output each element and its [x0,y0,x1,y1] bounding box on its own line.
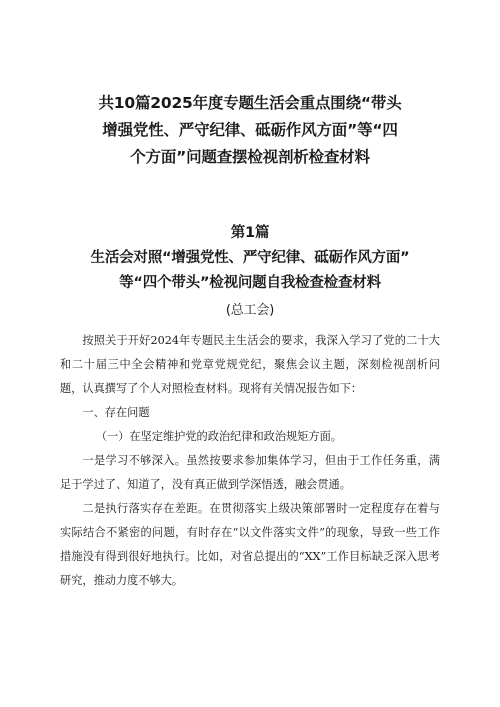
intro-paragraph: 按照关于开好2024年专题民主生活会的要求，我深入学习了党的二十大和二十届三中全会精神和党章党规党纪，聚焦会议主题，深刻检视剖析问题，认真撰写了个人对照检查材料。现将有关情况报告如下： [60,334,440,395]
document-title-line-3: 个方面”问题查摆检视剖析检查材料 [130,148,370,166]
section-number: 第1篇 [230,225,270,241]
document-title-line-2: 增强党性、严守纪律、砥砺作风方面”等“四 [102,121,398,139]
document-body [60,329,440,593]
point-two-paragraph: 二是执行落实存在差距。在贯彻落实上级决策部署时一定程度存在着与实际结合不紧密的问题，有时存在“以文件落实文件”的现象，导致一些工作措施没有得到很好地执行。比如，对省总提出的“XX”工作目标缺乏深入思考研究，推动力度不够大。 [60,502,440,587]
section-title-line-1: 生活会对照“增强党性、严守纪律、砥砺作风方面” [90,250,410,266]
problems-heading: 一、存在问题 [82,406,150,419]
document-title [60,90,440,171]
document-title-line-1: 共10篇2025年度专题生活会重点围绕“带头 [98,94,402,112]
point-one-paragraph: 一是学习不够深入。虽然按要求参加集体学习，但由于工作任务重，满足于学过了、知道了，没有真正做到学深悟透，融会贯通。 [60,454,440,491]
section-title-line-2: 等“四个带头”检视问题自我检查检查材料 [119,275,381,291]
section-heading [60,221,440,323]
subsection-heading: （一）在坚定维护党的政治纪律和政治规矩方面。 [95,430,342,443]
section-unit: (总工会) [225,303,275,318]
